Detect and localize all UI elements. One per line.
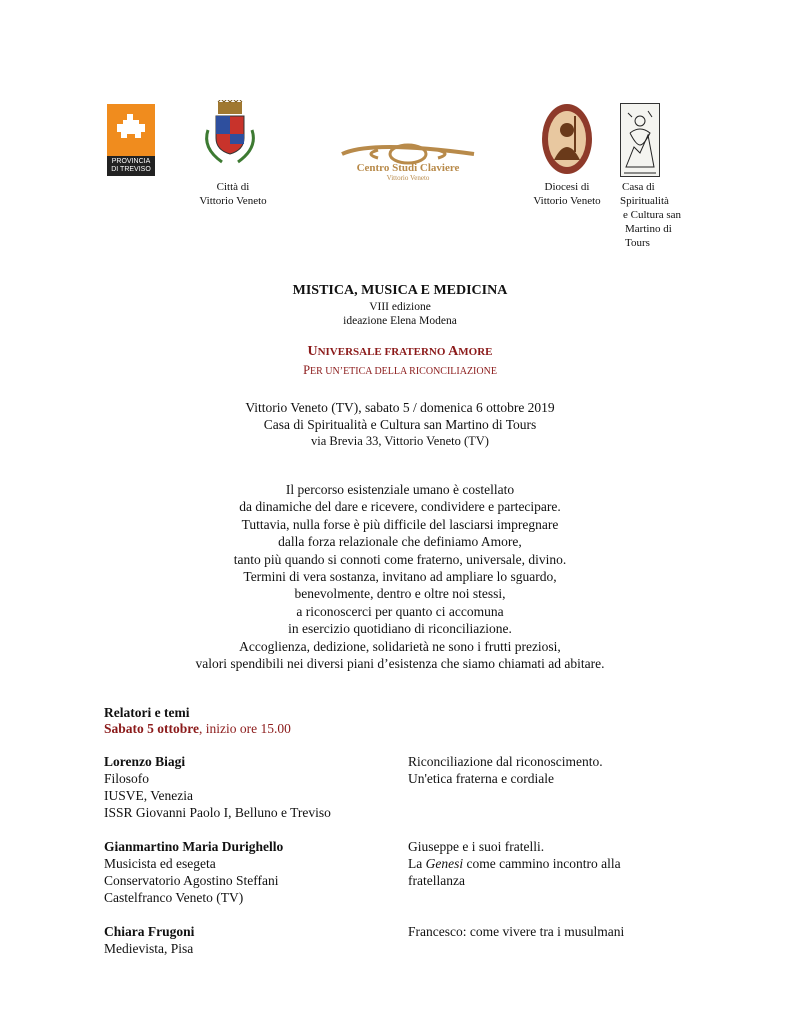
- casa-caption: [620, 180, 700, 250]
- program-day: [104, 720, 291, 737]
- speaker-entry: [104, 753, 394, 821]
- intro-line: Termini di vera sostanza, invitano ad ampliare lo sguardo,: [243, 569, 557, 585]
- speaker-name: Lorenzo Biagi: [104, 754, 186, 769]
- intro-line: tanto più quando si connoti come fraterno, universale, divino.: [233, 551, 567, 567]
- san-martino-engraving-icon: [620, 103, 660, 177]
- event-subtitle: [0, 342, 800, 360]
- topic-line: Francesco: come vivere tra i musulmani: [408, 924, 625, 939]
- day-label: Sabato 5 ottobre: [104, 721, 200, 736]
- topic-line: fratellanza: [408, 873, 465, 888]
- logo-citta-vittorio-veneto: [200, 100, 260, 170]
- venue-place: Casa di Spiritualità e Cultura san Martino di Tours: [263, 417, 537, 432]
- topic-text: La: [408, 856, 426, 871]
- casa-caption-line: e Cultura san: [623, 209, 682, 221]
- speaker-detail: Musicista ed esegeta: [104, 856, 216, 871]
- speaker-topic: [408, 753, 708, 787]
- speaker-detail: Castelfranco Veneto (TV): [104, 890, 244, 905]
- subtitle-initial: U: [307, 344, 318, 359]
- topic-line: [408, 855, 708, 872]
- speaker-detail: Conservatorio Agostino Steffani: [104, 873, 279, 888]
- citta-caption-line1: Città di: [216, 181, 250, 193]
- intro-line: a riconoscerci per quanto ci accomuna: [296, 603, 504, 619]
- intro-line: in esercizio quotidiano di riconciliazione.: [288, 621, 512, 637]
- casa-caption-line: Tours: [625, 237, 650, 249]
- intro-text: [0, 481, 800, 672]
- provincia-line2: DI TREVISO: [111, 166, 151, 173]
- speaker-entry: [104, 838, 394, 906]
- venue-address: via Brevia 33, Vittorio Veneto (TV): [311, 434, 489, 448]
- tagline-rest: ER UN’ETICA DELLA RICONCILIAZIONE: [310, 366, 497, 377]
- speaker-detail: IUSVE, Venezia: [104, 788, 193, 803]
- intro-line: Il percorso esistenziale umano è costellato: [285, 482, 515, 497]
- day-start-time: , inizio ore 15.00: [199, 721, 291, 736]
- intro-line: Accoglienza, dedizione, solidarietà ne sono i frutti preziosi,: [239, 638, 561, 654]
- diocesi-caption-line2: Vittorio Veneto: [533, 195, 601, 207]
- csc-sub: Vittorio Veneto: [386, 174, 430, 182]
- provincia-line1: PROVINCIA: [111, 158, 151, 165]
- diocesi-caption-line1: Diocesi di: [544, 181, 590, 193]
- intro-line: da dinamiche del dare e ricevere, condividere e partecipare.: [239, 499, 561, 515]
- citta-caption-line2: Vittorio Veneto: [199, 195, 267, 207]
- topic-line: Riconciliazione dal riconoscimento.: [408, 754, 603, 769]
- intro-line: Tuttavia, nulla forse è più difficile del lasciarsi impregnare: [241, 516, 559, 532]
- intro-line: benevolmente, dentro e oltre noi stessi,: [294, 586, 506, 602]
- event-tagline: [0, 361, 800, 379]
- topic-text: come cammino incontro alla: [463, 856, 621, 871]
- citta-caption: [180, 180, 286, 208]
- speaker-name: Chiara Frugoni: [104, 924, 195, 939]
- casa-caption-line: Martino di: [625, 223, 672, 235]
- speaker-topic: [408, 838, 708, 889]
- event-header: [0, 283, 800, 379]
- speaker-name: Gianmartino Maria Durighello: [104, 839, 284, 854]
- tagline-initial: P: [303, 363, 311, 377]
- casa-caption-line: Casa di: [622, 181, 655, 193]
- program-heading: Relatori e temi: [104, 705, 190, 720]
- event-title: MISTICA, MUSICA E MEDICINA: [292, 283, 508, 298]
- speaker-detail: Medievista, Pisa: [104, 941, 194, 956]
- diocesi-medallion-icon: [540, 102, 594, 176]
- logo-provincia-treviso: [107, 104, 155, 176]
- speaker-detail: ISSR Giovanni Paolo I, Belluno e Treviso: [104, 805, 331, 820]
- diocesi-caption: [520, 180, 614, 208]
- logo-centro-studi-claviere: [338, 140, 478, 182]
- event-edition: VIII edizione: [369, 301, 431, 313]
- speaker-topic: [408, 923, 708, 940]
- speaker-detail: Filosofo: [104, 771, 150, 786]
- topic-line: Un'etica fraterna e cordiale: [408, 771, 554, 786]
- topic-line: Giuseppe e i suoi fratelli.: [408, 839, 545, 854]
- csc-name: Centro Studi Claviere: [356, 162, 460, 174]
- subtitle-rest-2: MORE: [458, 346, 493, 358]
- speaker-entry: [104, 923, 394, 957]
- casa-caption-line: Spiritualità: [620, 195, 669, 207]
- event-ideazione: ideazione Elena Modena: [343, 315, 457, 327]
- logo-casa-san-martino: [620, 103, 660, 177]
- event-venue: [0, 399, 800, 450]
- subtitle-initial-2: A: [448, 344, 459, 359]
- subtitle-rest: NIVERSALE FRATERNO: [317, 346, 449, 358]
- intro-line: valori spendibili nei diversi piani d’esistenza che siamo chiamati ad abitare.: [195, 656, 605, 672]
- topic-emphasis: Genesi: [425, 856, 464, 871]
- logo-diocesi: [540, 102, 594, 176]
- venue-dates: Vittorio Veneto (TV), sabato 5 / domenica 6 ottobre 2019: [245, 400, 555, 415]
- intro-line: dalla forza relazionale che definiamo Amore,: [278, 534, 522, 550]
- coat-of-arms-icon: [200, 100, 260, 170]
